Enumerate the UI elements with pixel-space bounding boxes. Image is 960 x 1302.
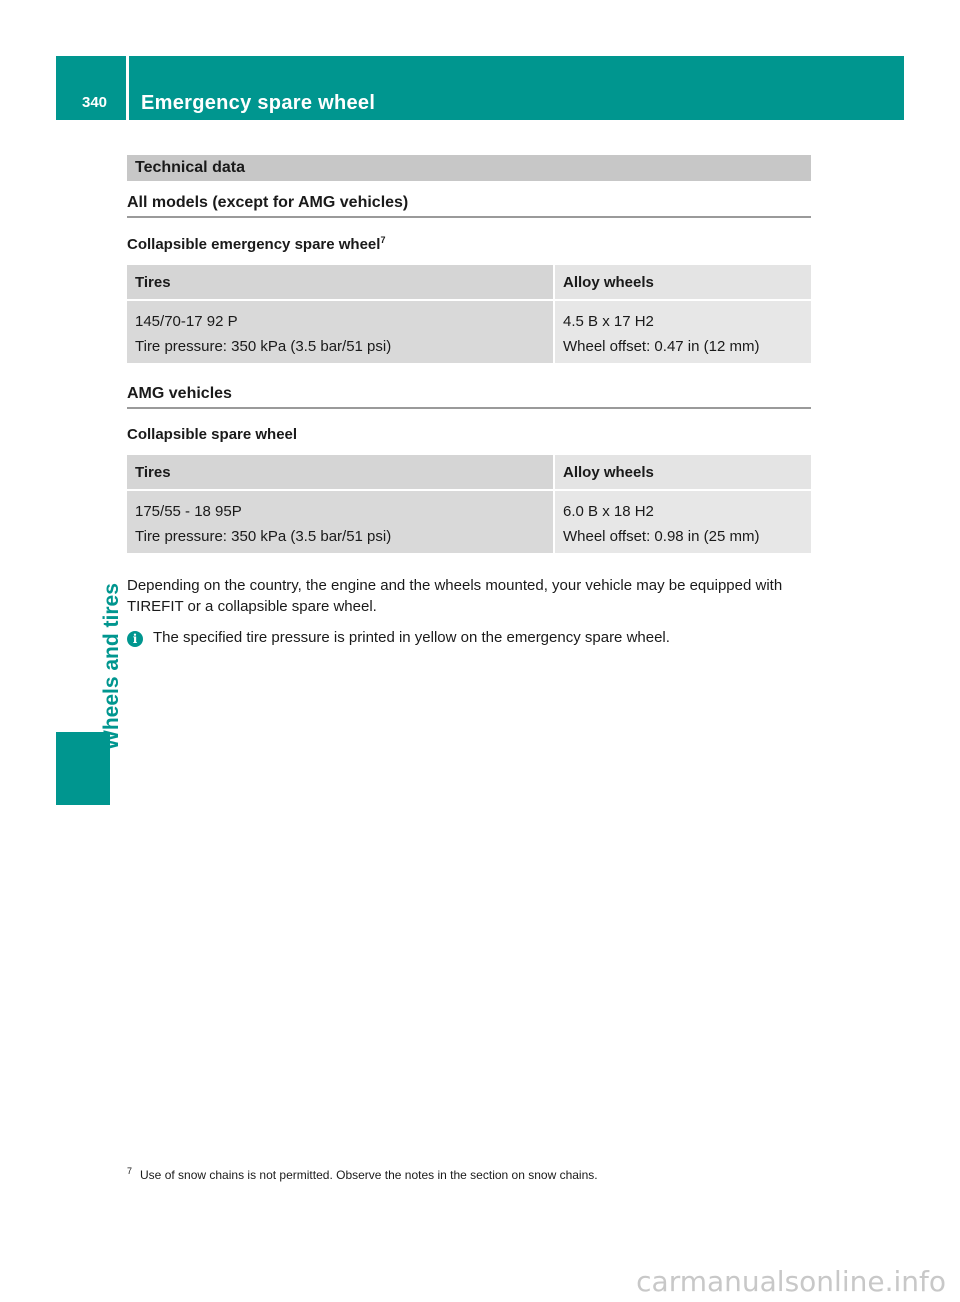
body-paragraph: Depending on the country, the engine and the wheels mounted, your vehicle may be equipped with TIREFIT or a collapsible spare wheel.	[127, 577, 783, 615]
tires-cell	[127, 489, 553, 553]
info-note	[127, 629, 811, 647]
footnote-text: Use of snow chains is not permitted. Observe the notes in the section on snow chains.	[140, 1168, 598, 1182]
table-row	[127, 489, 811, 553]
subheading-text: Collapsible emergency spare wheel	[127, 236, 381, 253]
table-row	[127, 299, 811, 363]
info-note-text: The specified tire pressure is printed in yellow on the emergency spare wheel.	[153, 629, 670, 646]
tire-pressure: Tire pressure: 350 kPa (3.5 bar/51 psi)	[135, 338, 392, 355]
footnote	[127, 1166, 598, 1182]
header-bar	[56, 56, 904, 120]
wheels-cell	[553, 299, 811, 363]
section-band: Technical data	[127, 155, 811, 181]
page-number: 340	[82, 94, 108, 111]
tire-size: 175/55 - 18 95P	[135, 503, 242, 520]
watermark: carmanualsonline.info	[636, 1265, 946, 1298]
footnote-ref: 7	[380, 235, 386, 245]
column-header-alloy-wheels: Alloy wheels	[553, 455, 811, 489]
info-icon: i	[127, 631, 143, 647]
main-content	[127, 155, 811, 647]
section-heading-all-models: All models (except for AMG vehicles)	[127, 194, 811, 218]
spec-table-amg	[127, 455, 811, 553]
column-header-tires: Tires	[127, 265, 553, 299]
wheel-size: 6.0 B x 18 H2	[563, 503, 654, 520]
spec-table-all-models	[127, 265, 811, 363]
footnote-number: 7	[127, 1166, 133, 1176]
wheels-cell	[553, 489, 811, 553]
subheading-collapsible-spare: Collapsible spare wheel	[127, 426, 298, 443]
subheading-emergency-spare	[127, 235, 811, 253]
tire-size: 145/70-17 92 P	[135, 313, 238, 330]
wheel-offset: Wheel offset: 0.47 in (12 mm)	[563, 338, 760, 355]
tires-cell	[127, 299, 553, 363]
side-tab-label: Wheels and tires	[100, 583, 123, 750]
section-heading-amg: AMG vehicles	[127, 385, 811, 409]
header-divider	[126, 56, 129, 120]
column-header-tires: Tires	[127, 455, 553, 489]
table-header-row	[127, 265, 811, 299]
column-header-alloy-wheels: Alloy wheels	[553, 265, 811, 299]
table-header-row	[127, 455, 811, 489]
tire-pressure: Tire pressure: 350 kPa (3.5 bar/51 psi)	[135, 528, 392, 545]
wheel-size: 4.5 B x 17 H2	[563, 313, 654, 330]
wheel-offset: Wheel offset: 0.98 in (25 mm)	[563, 528, 760, 545]
page-title: Emergency spare wheel	[141, 92, 376, 114]
